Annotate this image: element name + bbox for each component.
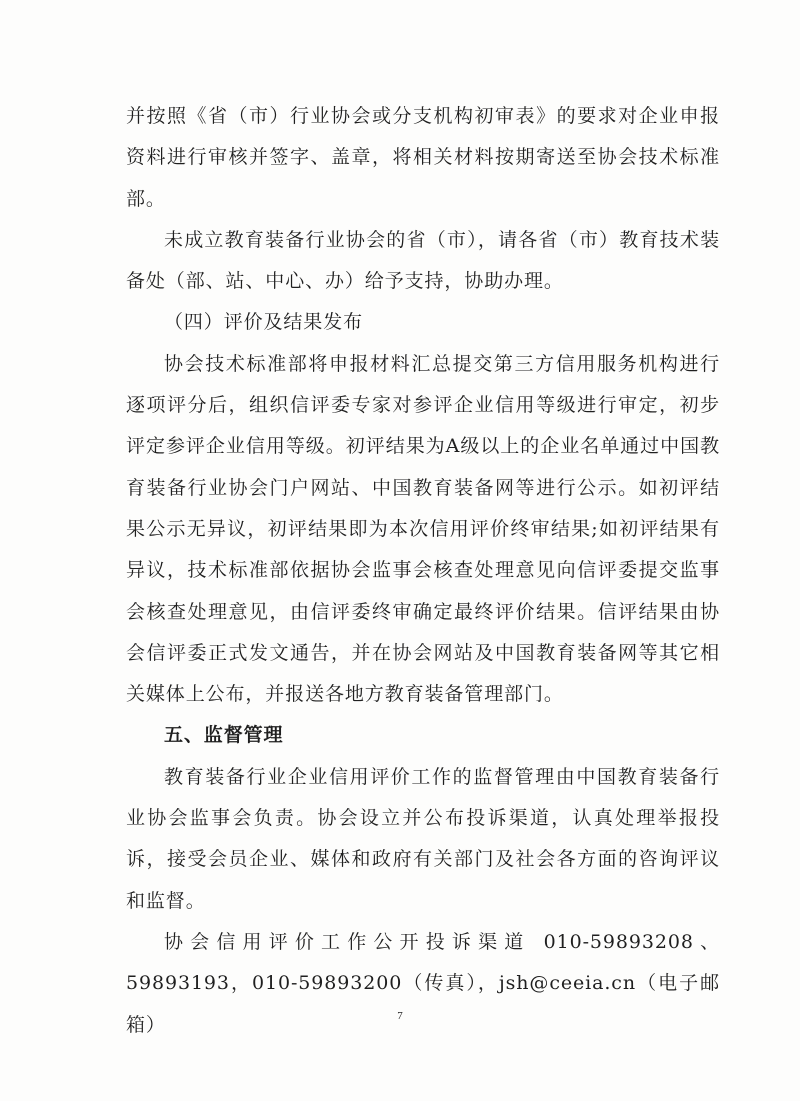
paragraph-evaluation-process: 协会技术标准部将申报材料汇总提交第三方信用服务机构进行逐项评分后，组织信评委专家对参评企业信用等级进行审定，初步评定参评企业信用等级。初评结果为A级以上的企业名单通过中国教育装备行业协会门户网站、中国教育装备网等进行公示。如初评结果公示无异议，初评结果即为本次信用评价终审结果;如初评结果有异议，技术标准部依据协会监事会核查处理意见向信评委提交监事会核查处理意见，由信评委终审确定最终评价结果。信评结果由协会信评委正式发文通告，并在协会网站及中国教育装备网等其它相关媒体上公布，并报送各地方教育装备管理部门。 (126, 352, 720, 706)
paragraph-support-note: 未成立教育装备行业协会的省（市），请各省（市）教育技术装备处（部、站、中心、办）给予支持，协助办理。 (126, 228, 720, 293)
page-number: 7 (397, 1010, 403, 1022)
section-heading-supervision: 五、监督管理 (164, 724, 284, 747)
paragraph-complaint-channels: 协会信用评价工作公开投诉渠道 010-59893208、59893193，010-59893200（传真），jsh@ceeia.cn（电子邮箱） (126, 930, 720, 1036)
document-body (126, 96, 720, 1046)
paragraph-supervision: 教育装备行业企业信用评价工作的监督管理由中国教育装备行业协会监事会负责。协会设立并公布投诉渠道，认真处理举报投诉，接受会员企业、媒体和政府有关部门及社会各方面的咨询评议和监督。 (126, 765, 720, 912)
paragraph-review-instructions: 并按照《省（市）行业协会或分支机构初审表》的要求对企业申报资料进行审核并签字、盖章，将相关材料按期寄送至协会技术标准部。 (126, 105, 720, 210)
subsection-title-evaluation: （四）评价及结果发布 (164, 311, 364, 334)
